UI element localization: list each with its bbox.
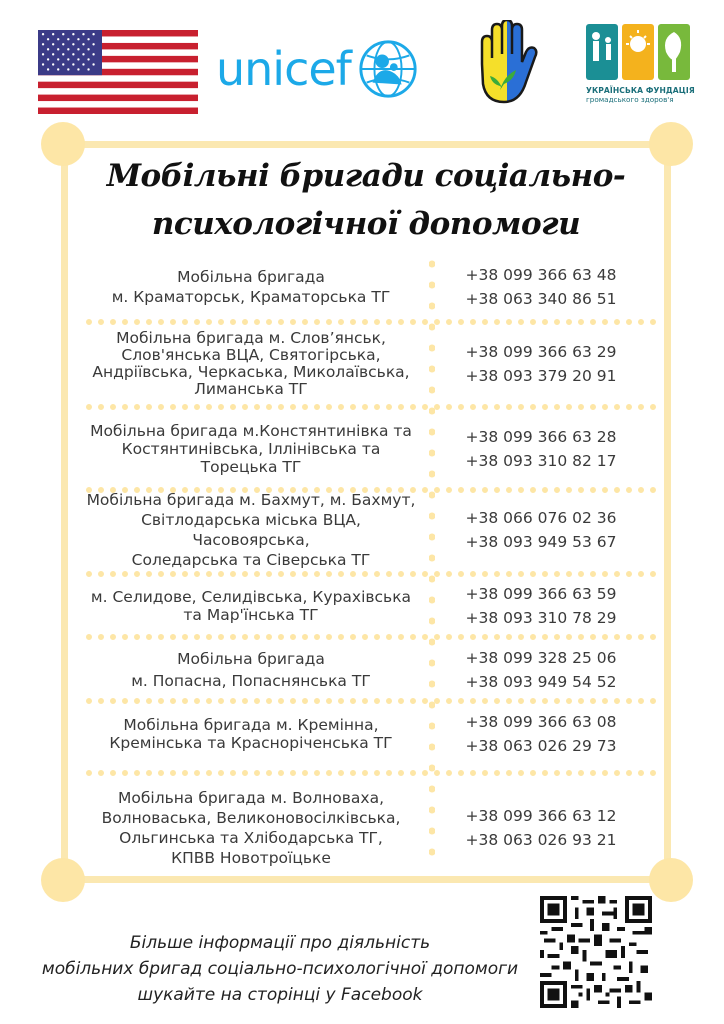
usa-flag-logo [38, 30, 198, 114]
brigade-area-line: Андріївська, Черкаська, Миколаївська, [92, 363, 410, 381]
brigade-area [86, 788, 416, 868]
foundation-emblem-icon [586, 24, 690, 80]
unicef-logo [216, 34, 456, 104]
brigade-area [86, 646, 416, 694]
frame-left-border [61, 144, 68, 880]
brigade-area-line: Мобільна бригада м. Слов’янськ, [116, 329, 386, 347]
row-divider-dots [86, 634, 660, 640]
hand-logo [474, 20, 540, 106]
footer-note [30, 930, 530, 1008]
unicef-wordmark: unicef [216, 42, 351, 96]
brigade-area-line: Торецька ТГ [200, 458, 302, 476]
footer-line: Більше інформації про діяльність [129, 933, 431, 953]
brigade-area-line: Лиманська ТГ [194, 380, 308, 398]
phone-number[interactable]: +38 099 366 63 28 [465, 428, 617, 446]
brigade-phones [446, 710, 636, 758]
phone-number[interactable]: +38 093 310 78 29 [465, 609, 617, 627]
phone-number[interactable]: +38 099 366 63 29 [465, 343, 617, 361]
row-divider-dots [86, 319, 660, 325]
brigade-area-line: Кремінська та Красноріченська ТГ [109, 734, 393, 752]
brigade-row [86, 788, 656, 868]
brigade-area-line: м. Попасна, Попаснянська ТГ [131, 672, 371, 690]
row-divider-dots [86, 698, 660, 704]
brigade-area-line: Костянтинівська, Іллінівська та [121, 440, 381, 458]
row-divider-dots [86, 404, 660, 410]
foundation-name-line2: громадського здоров'я [586, 95, 674, 104]
brigade-area [86, 330, 416, 398]
frame-corner-circle [41, 122, 85, 166]
row-divider-dots [86, 571, 660, 577]
brigade-area-line: Мобільна бригада [177, 268, 325, 286]
frame-top-border [62, 141, 670, 148]
brigade-area-line: КПВВ Новотроїцьке [171, 849, 331, 867]
phone-number[interactable]: +38 063 026 29 73 [465, 737, 617, 755]
ukrainian-public-health-foundation-logo [586, 24, 695, 116]
brigade-area-line: Соледарська та Сіверська ТГ [131, 551, 371, 569]
phone-number[interactable]: +38 099 366 63 48 [465, 266, 617, 284]
brigade-row [86, 646, 656, 694]
brigade-row [86, 262, 656, 312]
brigade-area-line: Мобільна бригада [177, 650, 325, 668]
brigade-row [86, 584, 656, 628]
unicef-globe-icon [357, 38, 419, 100]
brigade-row [86, 491, 656, 569]
brigade-area [86, 262, 416, 312]
footer-line: мобільних бригад соціально-психологічної допомоги [41, 959, 519, 979]
phone-number[interactable]: +38 063 340 86 51 [465, 290, 617, 308]
brigade-phones [446, 422, 636, 476]
phone-number[interactable]: +38 093 310 82 17 [465, 452, 617, 470]
brigade-area-line: Мобільна бригада м. Кремінна, [123, 716, 379, 734]
frame-corner-circle [41, 858, 85, 902]
brigade-phones [446, 500, 636, 560]
brigade-area [86, 422, 416, 476]
row-divider-dots [86, 770, 660, 776]
brigade-area-line: м. Селидове, Селидівська, Курахівська [90, 588, 412, 606]
phone-number[interactable]: +38 093 949 54 52 [465, 673, 617, 691]
brigade-area-line: Мобільна бригада м.Констянтинівка та [90, 422, 412, 440]
brigade-area-line: Волноваська, Великоновосілківська, [101, 809, 401, 827]
phone-number[interactable]: +38 099 366 63 08 [465, 713, 617, 731]
phone-number[interactable]: +38 093 379 20 91 [465, 367, 617, 385]
brigade-area-line: та Мар'їнська ТГ [183, 606, 319, 624]
brigade-area-line: Мобільна бригада м. Волноваха, [118, 789, 384, 807]
row-divider-dots [86, 487, 660, 493]
brigade-row [86, 422, 656, 476]
frame-corner-circle [649, 122, 693, 166]
phone-number[interactable]: +38 099 328 25 06 [465, 649, 617, 667]
brigade-area-line: Світлодарська міська ВЦА, Часовоярська, [141, 511, 361, 549]
brigade-area-line: м. Краматорськ, Краматорська ТГ [111, 288, 391, 306]
brigade-row [86, 330, 656, 398]
brigade-area [86, 710, 416, 758]
phone-number[interactable]: +38 099 366 63 59 [465, 585, 617, 603]
facebook-qr-code[interactable] [540, 896, 652, 1008]
brigade-area-line: Слов'янська ВЦА, Святогірська, [121, 346, 381, 364]
brigade-phones [446, 646, 636, 694]
brigade-area [86, 584, 416, 628]
brigade-phones [446, 262, 636, 312]
page-title-line2: психологічної допомоги [151, 206, 581, 242]
column-divider-dots [429, 260, 435, 870]
page-title [80, 152, 652, 248]
brigade-row [86, 710, 656, 758]
page-title-line1: Мобільні бригади соціально- [106, 158, 626, 194]
brigade-phones [446, 584, 636, 628]
brigade-phones [446, 788, 636, 868]
phone-number[interactable]: +38 093 949 53 67 [465, 533, 617, 551]
phone-number[interactable]: +38 099 366 63 12 [465, 807, 617, 825]
brigade-area [86, 491, 416, 569]
phone-number[interactable]: +38 066 076 02 36 [465, 509, 617, 527]
frame-bottom-border [62, 876, 670, 883]
frame-right-border [664, 144, 671, 880]
foundation-name-line1: УКРАЇНСЬКА ФУНДАЦІЯ [586, 86, 695, 95]
brigade-area-line: Мобільна бригада м. Бахмут, м. Бахмут, [86, 491, 416, 509]
brigade-phones [446, 330, 636, 398]
brigade-area-line: Ольгинська та Хлібодарська ТГ, [119, 829, 383, 847]
phone-number[interactable]: +38 063 026 93 21 [465, 831, 617, 849]
footer-line: шукайте на сторінці у Facebook [137, 985, 423, 1005]
